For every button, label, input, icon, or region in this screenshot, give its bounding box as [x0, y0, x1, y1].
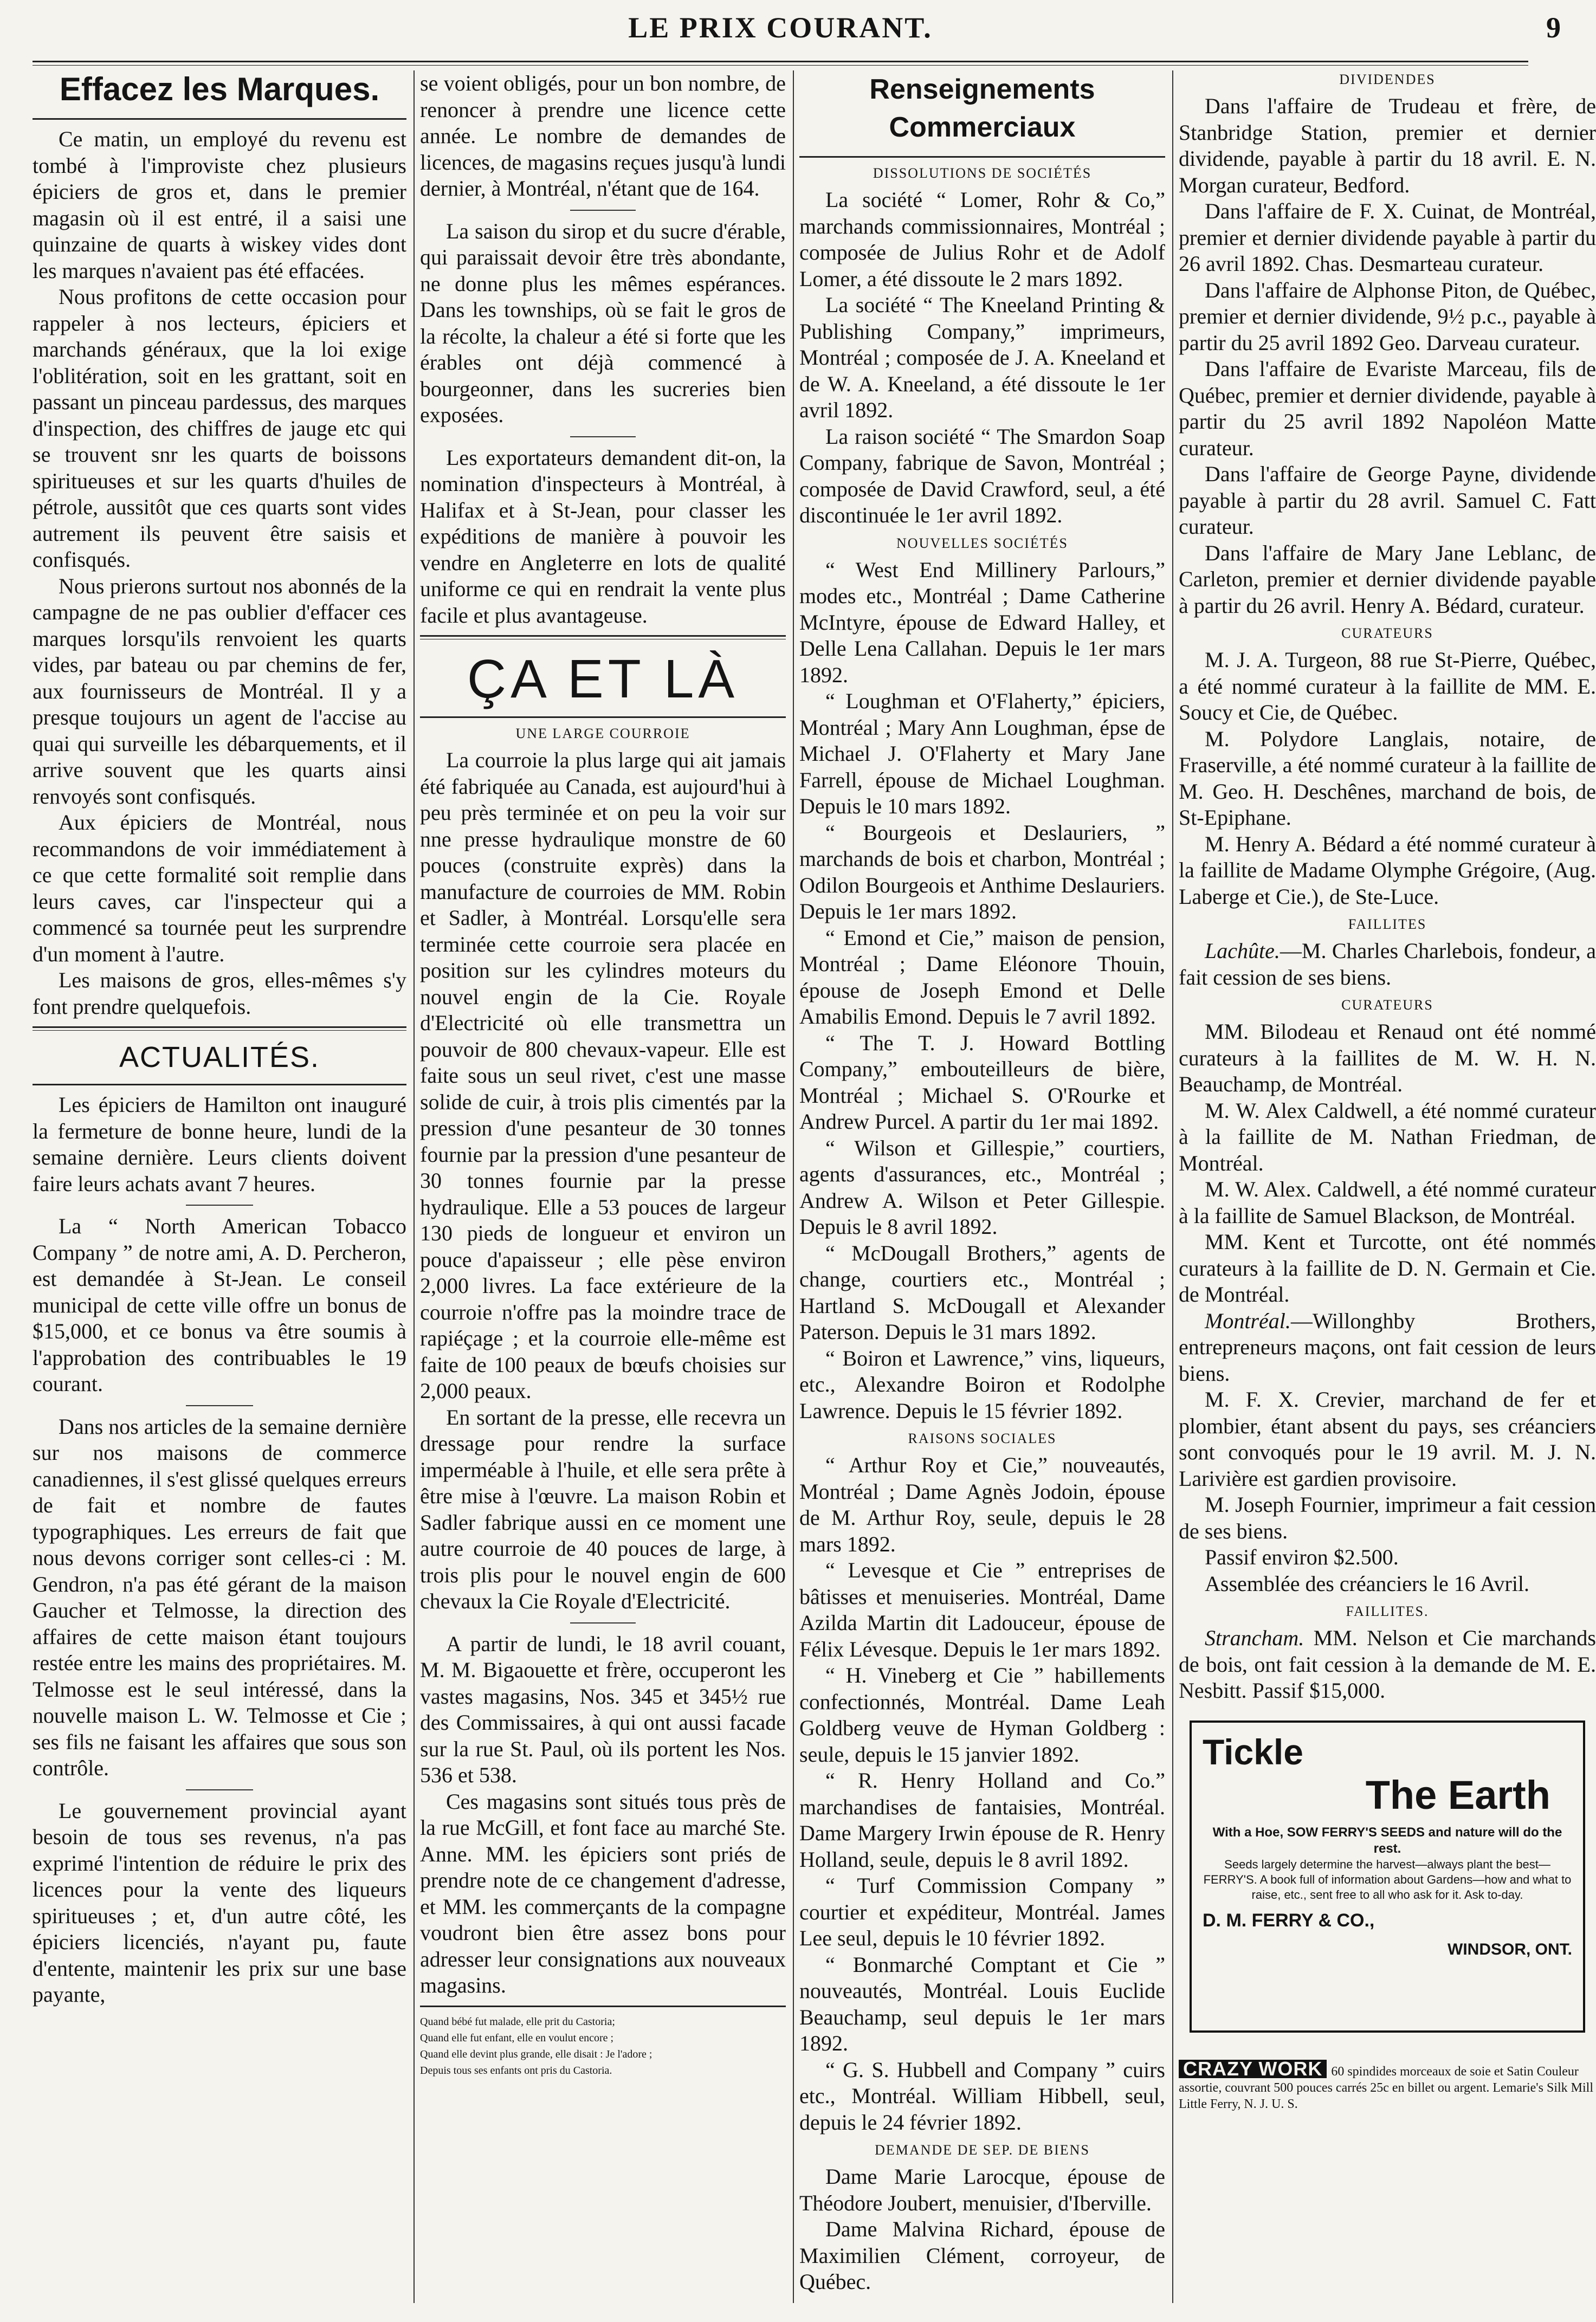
paragraph: La courroie la plus large qui ait jamais été fabriquée au Canada, est aujourd'hui à peu près terminée et on peu la voir sur nne presse hydraulique monstre de 60 pouces (construite exprès) dans la manufacture de courroies de MM. Robin et Sadler, à Montréal. Lorsqu'elle sera terminée cette courroie sera placée en position sur les cylindres moteurs du nouvel engin de la Cie. Royale d'Electricité où elle transmettra un pouvoir de 800 chevaux-vapeur. Elle est faite sous un seul rivet, c'est une masse solide de cuir, à trois plis cimentés par la pression d'une pesanteur de 30 tonnes fournie par la pression d'une pesanteur de 30 tonnes fournie par la presse hydraulique. Elle a 53 pouces de largeur 130 pieds de longueur et environ un pouce d'apaisseur ; elle pèse environ 2,000 livres. La face extérieure de la courroie n'offre pas la moindre trace de rapiéçage ; et la courroie elle-même est faite de 100 peaux de bœufs choisies sur 2,000 peaux.: [420, 748, 786, 1403]
entry: “ G. S. Hubbell and Company ” cuirs etc., Montréal. William Hibbell, seul, depuis le 24 février 1892.: [799, 2057, 1165, 2135]
paragraph: se voient obligés, pour un bon nombre, de renoncer à prendre une licence cette année. Le nombre de demandes de licences, de magasins reçues jusqu'à lundi dernier, à Montréal, n'étant que de 164.: [420, 71, 786, 200]
entry: Dame Marie Larocque, épouse de Théodore Joubert, menuisier, d'Iberville.: [799, 2164, 1165, 2215]
subheading-curateurs: CURATEURS: [1341, 997, 1433, 1013]
separator: [186, 1205, 253, 1206]
paragraph: Nous prierons surtout nos abonnés de la campagne de ne pas oublier d'effacer ces marques lorsqu'ils renvoient les quarts vides, par bateau ou par chemins de fer, aux fournisseurs de Montréal. Il y a presque toujours un agent de l'accise au quai qui surveille les débarquements, et il arrive souvent que les quarts ainsi renvoyés sont confisqués.: [33, 573, 406, 809]
subheading-courroie: UNE LARGE COURROIE: [515, 726, 690, 741]
entry: Dans l'affaire de Alphonse Piton, de Québec, premier et dernier dividende, 9½ p.c., payable à partir du 25 avril 1892 Geo. Darveau curateur.: [1179, 277, 1596, 355]
entry: “ Levesque et Cie ” entreprises de bâtisses et menuiseries. Montréal, Dame Azilda Martin dit Ladouceur, épouse de Félix Lévesque. Depuis le 1er mars 1892.: [799, 1558, 1165, 1661]
paragraph: Ce matin, un employé du revenu est tombé à l'improviste chez plusieurs épiciers de gros et, dans le premier magasin où il est entré, il a saisi une quinzaine de quarts à wiskey vides dont les marques n'avaient pas été effacées.: [33, 127, 406, 283]
entry: MM. Bilodeau et Renaud ont été nommé curateurs à la faillites de M. W. H. N. Beauchamp, de Montréal.: [1179, 1019, 1596, 1096]
section-rule: [33, 1026, 406, 1031]
place-name: Montréal.: [1205, 1308, 1291, 1333]
title-rule: [420, 716, 786, 718]
paragraph: Le gouvernement provincial ayant besoin de tous ses revenus, n'a pas exprimé l'intention de réduire le prix des licences pour la vente des liqueurs spiritueuses ; et, d'un autre côté, les épiciers licenciés, n'ayant pu, faute d'entente, maintenir les prix sur une base payante,: [33, 1798, 406, 2007]
title-rule: [33, 118, 406, 120]
entry: “ Bonmarché Comptant et Cie ” nouveautés, Montréal. Louis Euclide Beauchamp, seul depuis le 1er mars 1892.: [799, 1952, 1165, 2055]
entry: Dans l'affaire de Mary Jane Leblanc, de Carleton, premier et dernier dividende payable à partir du 26 avril. Henry A. Bédard, curateur.: [1179, 540, 1596, 618]
ad-company: D. M. FERRY & CO.,: [1203, 1910, 1375, 1931]
entry: La raison société “ The Smardon Soap Company, fabrique de Savon, Montréal ; composée de David Crawford, seul, a été discontinuée le 1er avril 1892.: [799, 424, 1165, 527]
entry-text: MM. Nelson et Cie marchands de bois, ont fait cession à la demande de M. E. Nesbitt. Passif $15,000.: [1179, 1626, 1596, 1703]
publication-title: LE PRIX COURANT.: [628, 11, 933, 44]
title-rule: [33, 1084, 406, 1085]
castoria-verse: [420, 2014, 786, 2079]
entry: “ Loughman et O'Flaherty,” épiciers, Montréal ; Mary Ann Loughman, épse de Michael J. O'Flaherty et Mary Jane Farrell, épouse de Michael Loughman. Depuis le 10 mars 1892.: [799, 689, 1165, 818]
column-divider-2: [793, 70, 794, 2303]
entry: “ Emond et Cie,” maison de pension, Montréal ; Dame Eléonore Thouin, épouse de Joseph Emond et Delle Amabilis Emond. Depuis le 7 avril 1892.: [799, 925, 1165, 1029]
separator: [186, 1789, 253, 1790]
subheading-demande: DEMANDE DE SEP. DE BIENS: [875, 2142, 1090, 2158]
verse-line: Quand elle devint plus grande, elle disait : Je l'adore ;: [420, 2048, 652, 2060]
separator: [570, 210, 636, 211]
entry: Dans l'affaire de George Payne, dividende payable à partir du 28 avril. Samuel C. Fatt curateur.: [1179, 462, 1596, 539]
paragraph: A partir de lundi, le 18 avril couant, M. M. Bigaouette et frère, occuperont les vastes magasins, Nos. 345 et 345½ rue des Commissaires, à qui ont aussi facade sur la rue St. Paul, où ils portent les Nos. 536 et 538.: [420, 1631, 786, 1787]
section-title-renseignements: Renseignements Commerciaux: [869, 74, 1095, 143]
entry: “ Wilson et Gillespie,” courtiers, agents d'assurances, etc., Montréal ; Andrew A. Wilson et Peter Gillespie. Depuis le 8 avril 1892.: [799, 1135, 1165, 1239]
separator: [570, 1622, 636, 1624]
verse-line: Quand elle fut enfant, elle en voulut encore ;: [420, 2032, 614, 2044]
subheading-dividendes: DIVIDENDES: [1339, 72, 1436, 87]
article-title-effacez: Effacez les Marques.: [59, 71, 380, 107]
entry-text: —M. Charles Charlebois, fondeur, a fait cession de ses biens.: [1179, 939, 1596, 989]
entry: “ The T. J. Howard Bottling Company,” embouteilleurs de bière, Montréal ; Michael S. O'Rourke et Andrew Purcel. A partir du 1er mai 1892.: [799, 1030, 1165, 1134]
entry: M. J. A. Turgeon, 88 rue St-Pierre, Québec, a été nommé curateur à la faillite de MM. E. Soucy et Cie, de Québec.: [1179, 648, 1596, 725]
paragraph: Les maisons de gros, elles-mêmes s'y font prendre quelquefois.: [33, 968, 406, 1019]
header-rule-thin: [33, 65, 1528, 66]
entry: “ R. Henry Holland and Co.” marchandises de fantaisies, Montréal. Dame Margery Irwin épouse de R. Henry Holland, seule, depuis le 8 avril 1892.: [799, 1768, 1165, 1872]
ad-headline-2: The Earth: [1365, 1772, 1550, 1818]
column-divider-1: [413, 70, 415, 2303]
place-name: Strancham.: [1205, 1626, 1304, 1650]
column-4: [1179, 70, 1596, 2308]
entry: Passif environ $2.500.: [1205, 1545, 1399, 1569]
subheading-nouvelles: NOUVELLES SOCIÉTÉS: [896, 535, 1068, 551]
crazy-work-label: CRAZY WORK: [1179, 2060, 1327, 2078]
paragraph: La saison du sirop et du sucre d'érable, qui paraissait devoir être très abondante, ne donne plus les mêmes espérances. Dans les townships, où se fait le gros de la récolte, la chaleur a été si forte que les érables ont déjà commencé à bourgeonner, dans les sucreries bien exposées.: [420, 218, 786, 427]
column-3: [799, 70, 1165, 2308]
entry-text: —Willonghby Brothers, entrepreneurs maçons, ont fait cession de leurs biens.: [1179, 1308, 1596, 1386]
page-number: 9: [1546, 11, 1561, 44]
paragraph: Dans nos articles de la semaine dernière sur nos maisons de commerce canadiennes, il s'est glissé quelques erreurs de fait et nombre de fautes typographiques. Les erreurs de fait que nous devons corriger sont celles-ci : M. Gendron, n'a pas été gérant de la maison Gaucher et Telmosse, la direction des affaires de cette maison étant toujours restée entre les mains des propriétaires. M. Telmosse est le seul intéressé, dans la nouvelle maison L. W. Telmosse et Cie ; ses fils ne faisant les affaires que sous son contrôle.: [33, 1414, 406, 1780]
subheading-faillites: FAILLITES: [1348, 916, 1427, 932]
entry: “ Boiron et Lawrence,” vins, liqueurs, etc., Alexandre Boiron et Rodolphe Lawrence. Depuis le 15 février 1892.: [799, 1346, 1165, 1423]
entry: [1179, 1308, 1596, 1387]
entry: “ Turf Commission Company ” courtier et expéditeur, Montréal. James Lee seul, depuis le 10 février 1892.: [799, 1873, 1165, 1950]
ad-tagline: With a Hoe, SOW FERRY'S SEEDS and nature will do the rest.: [1212, 1825, 1562, 1856]
entry: M. W. Alex. Caldwell, a été nommé curateur à la faillite de Samuel Blackson, de Montréal.: [1179, 1177, 1596, 1228]
paragraph: Ces magasins sont situés tous près de la rue McGill, et font face au marché Ste. Anne. MM. les épiciers sont priés de prendre note de ce changement d'adresse, et MM. les commerçants de la compagne voudront bien être assez bons pour adresser leur consignations aux nouveaux magasins.: [420, 1789, 786, 1997]
paragraph: Les épiciers de Hamilton ont inauguré la fermeture de bonne heure, lundi de la semaine dernière. Leurs clients doivent faire leurs achats avant 7 heures.: [33, 1092, 406, 1196]
column-2: [420, 70, 786, 2308]
crazy-work-advertisement: [1179, 2057, 1596, 2112]
title-rule: [799, 156, 1165, 158]
section-title-actualites: ACTUALITÉS.: [119, 1041, 320, 1073]
entry: M. Polydore Langlais, notaire, de Fraserville, a été nommé curateur à la faillite de M. Geo. H. Deschênes, marchand de bois, de St-Epiphane.: [1179, 726, 1596, 830]
entry: “ H. Vineberg et Cie ” habillements confectionnés, Montréal. Dame Leah Goldberg veuve de Hyman Goldberg : seule, depuis le 15 janvier 1892.: [799, 1663, 1165, 1767]
paragraph: Les exportateurs demandent dit-on, la nomination d'inspecteurs à Montréal, à Halifax et à St-Jean, pour classer les expéditions de manière à pouvoir les vendre en Angleterre en lots de qualité uniforme ce qui en rendrait la vente plus facile et plus avantageuse.: [420, 445, 786, 628]
section-title-ca-et-la: ÇA ET LÀ: [467, 649, 739, 709]
entry: Dans l'affaire de Trudeau et frère, de Stanbridge Station, premier et dernier dividende, payable à partir du 18 avril. E. N. Morgan curateur, Bedford.: [1179, 94, 1596, 197]
entry: [1179, 1625, 1596, 1704]
ad-headline-1: Tickle: [1203, 1731, 1303, 1772]
entry: Assemblée des créanciers le 16 Avril.: [1205, 1571, 1530, 1596]
separator: [570, 436, 636, 437]
paragraph: En sortant de la presse, elle recevra un dressage pour rendre la surface imperméable à l'huile, et elle sera prête à être mise à l'œuvre. La maison Robin et Sadler fabrique aussi en ce moment une autre courroie de 40 pouces de large, à trois plis pour le nouvel engin de 600 chevaux la Cie Royale d'Electricité.: [420, 1405, 786, 1613]
subheading-dissolutions: DISSOLUTIONS DE SOCIÉTÉS: [873, 165, 1092, 181]
separator: [186, 1405, 253, 1406]
entry: M. Joseph Fournier, imprimeur a fait cession de ses biens.: [1179, 1492, 1596, 1543]
ferry-seeds-advertisement: [1190, 1721, 1585, 2033]
page-header: [33, 11, 1561, 60]
verse-line: Depuis tous ses enfants ont pris du Castoria.: [420, 2064, 612, 2077]
subheading-faillites: FAILLITES.: [1346, 1603, 1429, 1619]
entry: Dame Malvina Richard, épouse de Maximilien Clément, corroyeur, de Québec.: [799, 2217, 1165, 2294]
entry: [1179, 938, 1596, 991]
entry: “ West End Millinery Parlours,” modes etc., Montréal ; Dame Catherine McIntyre, épouse de Edward Halley, et Delle Lena Callahan. Depuis le 1er mars 1892.: [799, 557, 1165, 687]
paragraph: Aux épiciers de Montréal, nous recommandons de voir immédiatement à ce que cette formalité soit remplie dans leurs caves, car l'inspecteur qui a commencé sa tournée peut les surprendre d'un moment à l'autre.: [33, 810, 406, 966]
entry: “ Arthur Roy et Cie,” nouveautés, Montréal ; Dame Agnès Jodoin, épouse de M. Arthur Roy, seule, depuis le 28 mars 1892.: [799, 1453, 1165, 1556]
entry: Dans l'affaire de F. X. Cuinat, de Montréal, premier et dernier dividende payable à partir du 26 avril 1892. Chas. Desmarteau curateur.: [1179, 199, 1596, 276]
column-divider-3: [1172, 70, 1173, 2303]
ad-location: WINDSOR, ONT.: [1448, 1940, 1572, 1958]
entry: La société “ Lomer, Rohr & Co,” marchands commissionnaires, Montréal ; composée de Julius Rohr et de Adolf Lomer, a été dissoute le 2 mars 1892.: [799, 187, 1165, 291]
paragraph: Nous profitons de cette occasion pour rappeler à nos lecteurs, épiciers et marchands généraux, que la loi exige l'oblitération, soit en les grattant, soit en passant un pinceau pardessus, des marques d'inspection, des chiffres de jauge etc qui se trouvent snr les quarts de boissons spiritueuses et sur les quarts d'huiles de pétrole, aussitôt que ces quarts sont vides autrement ils peuvent être saisis et confisqués.: [33, 284, 406, 572]
entry: “ McDougall Brothers,” agents de change, courtiers etc., Montréal ; Hartland S. McDougall et Alexander Paterson. Depuis le 31 mars 1892.: [799, 1240, 1165, 1344]
entry: Dans l'affaire de Evariste Marceau, fils de Québec, premier et dernier dividende, payable à partir du 25 avril 1892 Napoléon Matte curateur.: [1179, 357, 1596, 460]
crazy-work-text: 60 spindides morceaux de soie et Satin Couleur assortie, couvrant 500 pouces carrés 25c en billet ou argent. Lemarie's Silk Mill Little Ferry, N. J. U. S.: [1179, 2064, 1593, 2111]
section-rule: [420, 2006, 786, 2007]
place-name: Lachûte.: [1205, 939, 1280, 963]
entry: M. Henry A. Bédard a été nommé curateur à la faillite de Madame Olymphe Grégoire, (Aug. Laberge et Cie.), de Ste-Luce.: [1179, 831, 1596, 909]
paragraph: La “ North American Tobacco Company ” de notre ami, A. D. Percheron, est demandée à St-Jean. Le conseil municipal de cette ville offre un bonus de $15,000, et ce bonus va être soumis à l'approbation des contribuables le 19 courant.: [33, 1214, 406, 1396]
verse-line: Quand bébé fut malade, elle prit du Castoria;: [420, 2015, 615, 2028]
entry: MM. Kent et Turcotte, ont été nommés curateurs à la faillite de D. N. Germain et Cie. de Montréal.: [1179, 1230, 1596, 1306]
entry: M. F. X. Crevier, marchand de fer et plombier, étant absent du pays, ses créanciers sont convoqués pour le 19 avril. M. J. N. Larivière est gardien provisoire.: [1179, 1387, 1596, 1491]
subheading-raisons: RAISONS SOCIALES: [908, 1431, 1057, 1446]
ad-body: Seeds largely determine the harvest—always plant the best—FERRY'S. A book full of information about Gardens—how and what to raise, etc., sent free to all who ask for it. Ask to-day.: [1203, 1857, 1572, 1901]
entry: M. W. Alex Caldwell, a été nommé curateur à la faillite de M. Nathan Friedman, de Montréal.: [1179, 1098, 1596, 1175]
section-rule: [420, 635, 786, 639]
header-rule: [33, 61, 1528, 62]
subheading-curateurs: CURATEURS: [1341, 625, 1433, 641]
entry: “ Bourgeois et Deslauriers, ” marchands de bois et charbon, Montréal ; Odilon Bourgeois et Anthime Deslauriers. Depuis le 1er mars 1892.: [799, 820, 1165, 923]
column-1: [33, 70, 406, 2308]
entry: La société “ The Kneeland Printing & Publishing Company,” imprimeurs, Montréal ; composée de J. A. Kneeland et de W. A. Kneeland, a été dissoute le 1er avril 1892.: [799, 293, 1165, 422]
